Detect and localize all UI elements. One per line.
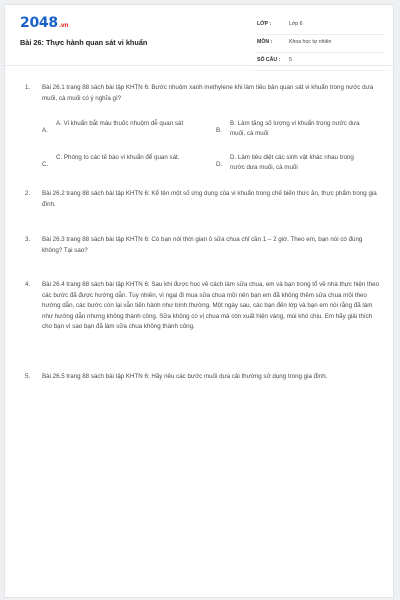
logo-suffix: .vn [58,22,69,29]
question-text: Bài 26.3 trang 88 sách bài tập KHTN 6: Có bạn nói thời gian ủ sữa chua chỉ cần 1 – 2 giờ. Theo em, bạn nói có đúng không? Tại sao? [42,236,363,254]
meta-label: SỐ CÂU : [257,57,281,63]
question-number: 5. [25,373,31,380]
option-letter: D. [216,161,223,168]
meta-row-count [255,55,385,71]
meta-row-subject [255,37,385,53]
meta-label: LỚP : [257,21,272,27]
worksheet-page [4,4,394,598]
meta-label: MÔN : [257,39,273,45]
meta-row-class [255,19,385,35]
question-number: 2. [25,190,31,197]
option-text: B. Làm tăng số lượng vi khuẩn trong nước dưa muối, cà muối [230,120,360,137]
meta-value: Khoa học tự nhiên [289,39,332,45]
option-text: D. Làm tiêu diệt các sinh vật khác nhau trong nước dưa muối, cà muối [230,154,354,171]
site-logo[interactable] [20,15,68,31]
meta-table [255,19,385,71]
question-text: Bài 26.1 trang 88 sách bài tập KHTN 6: Bước nhuộm xanh methylene khi làm tiêu bản quan sát vi khuẩn trong nước dưa muối, cà muối có ý nghĩa gì? [42,84,374,102]
option-letter: B. [216,127,222,134]
option-letter: A. [42,127,48,134]
question-text: Bài 26.4 trang 88 sách bài tập KHTN 6: Sau khi được học về cách làm sữa chua, em và bạn trong tổ về nhà thực hiện theo các bước đã được hướng dẫn. Tuy nhiên, vì ngại đi mua sữa chua mồi nên bạn em đã không thêm sữa chua mồi theo hướng dẫn, các bước còn lại vẫn tiến hành như bình thường. Một ngày sau, các bạn đến lớp và bạn em nói rằng đã làm như hướng dẫn nhưng không thành công. Sữa không có vị chua mà còn xuất hiện váng, mùi khó chịu. Em hãy giải thích cho bạn vì sao bạn đã làm sữa chua không thành công. [42,281,380,330]
page-title: Bài 26: Thực hành quan sát vi khuẩn [20,38,148,47]
question-number: 3. [25,236,31,243]
question-number: 1. [25,84,31,91]
question-text: Bài 26.2 trang 88 sách bài tập KHTN 6: Kể tên một số ứng dụng của vi khuẩn trong chế biến thức ăn, thực phẩm trong gia đình. [42,190,377,208]
option-text: A. Vi khuẩn bắt màu thuốc nhuộm dễ quan sát [56,120,184,127]
worksheet-header [5,5,393,66]
option-text: C. Phóng to các tế bào vi khuẩn để quan sát. [56,154,180,161]
meta-value: Lớp 6 [289,21,303,27]
option-letter: C. [42,161,49,168]
question-text: Bài 26.5 trang 88 sách bài tập KHTN 6: Hãy nêu các bước muối dưa cải thường sử dụng trong gia đình. [42,373,328,380]
logo-text: 2048 [20,15,58,31]
meta-value: 5 [289,57,292,63]
question-number: 4. [25,281,31,288]
